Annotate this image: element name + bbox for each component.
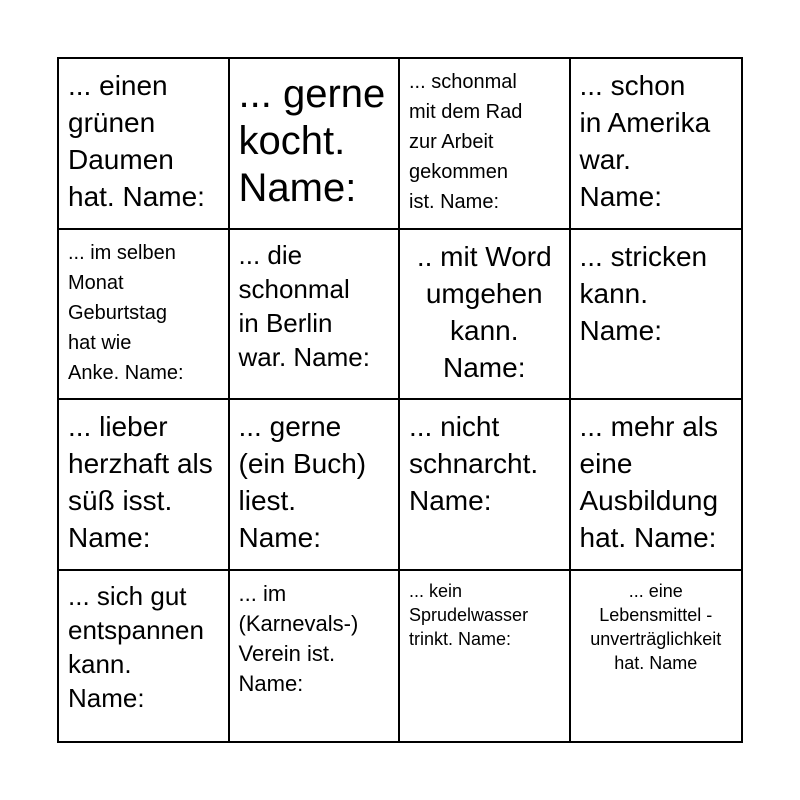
bingo-cell[interactable]: ... sich gut entspannen kann. Name: bbox=[59, 571, 230, 742]
bingo-cell[interactable]: ... mehr als eine Ausbildung hat. Name: bbox=[571, 400, 742, 571]
bingo-cell[interactable]: ... im selben Monat Geburtstag hat wie Anke. Name: bbox=[59, 230, 230, 401]
bingo-cell[interactable]: ... gerne kocht. Name: bbox=[230, 59, 401, 230]
bingo-cell[interactable]: ... die schonmal in Berlin war. Name: bbox=[230, 230, 401, 401]
bingo-cell[interactable]: ... schon in Amerika war. Name: bbox=[571, 59, 742, 230]
bingo-cell[interactable]: ... lieber herzhaft als süß isst. Name: bbox=[59, 400, 230, 571]
bingo-cell[interactable]: .. mit Word umgehen kann. Name: bbox=[400, 230, 571, 401]
bingo-cell[interactable]: ... gerne (ein Buch) liest. Name: bbox=[230, 400, 401, 571]
bingo-cell[interactable]: ... kein Sprudelwasser trinkt. Name: bbox=[400, 571, 571, 742]
bingo-grid bbox=[57, 57, 743, 743]
bingo-cell[interactable]: ... stricken kann. Name: bbox=[571, 230, 742, 401]
bingo-cell[interactable]: ... eine Lebensmittel - unverträglichkeit hat. Name bbox=[590, 580, 722, 673]
bingo-cell[interactable]: ... im (Karnevals-) Verein ist. Name: bbox=[230, 571, 401, 742]
bingo-cell[interactable]: ... einen grünen Daumen hat. Name: bbox=[59, 59, 230, 230]
bingo-cell[interactable]: ... schonmal mit dem Rad zur Arbeit gekommen ist. Name: bbox=[400, 59, 571, 230]
bingo-cell[interactable]: ... nicht schnarcht. Name: bbox=[400, 400, 571, 571]
